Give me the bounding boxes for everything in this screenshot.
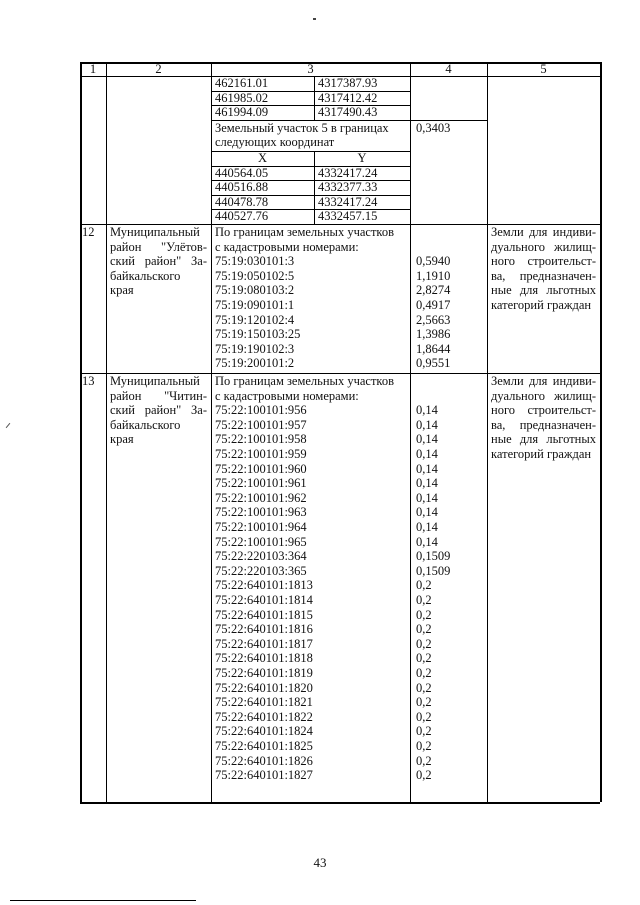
parcel-area: 0,1509 — [416, 549, 451, 564]
purpose-line: дуального жилищ- — [491, 239, 596, 254]
cadastral-number: 75:22:220103:364 — [215, 549, 307, 564]
parcel-area: 2,8274 — [416, 283, 451, 298]
cadastral-number: 75:19:050102:5 — [215, 268, 295, 283]
parcel-area: 0,14 — [416, 534, 438, 549]
column-header-4: 4 — [445, 62, 452, 76]
parcel-area: 0,2 — [416, 724, 432, 739]
column-header-1: 1 — [89, 62, 97, 76]
parcel-intro: По границам земельных участков — [215, 374, 395, 388]
cadastral-number: 75:19:120102:4 — [215, 312, 295, 327]
coord-x: 440478.78 — [215, 194, 269, 209]
cadastral-number: 75:19:080103:2 — [215, 283, 295, 298]
parcel-area: 0,2 — [416, 607, 432, 622]
coord-y: 4332417.24 — [318, 165, 378, 180]
parcel-area: 0,14 — [416, 461, 438, 476]
cadastral-number: 75:22:640101:1819 — [215, 666, 313, 680]
district-name-line: байкальского — [110, 417, 181, 432]
cadastral-number: 75:22:100101:964 — [215, 520, 307, 534]
footer-rule — [10, 900, 196, 901]
plot-area: 0,3403 — [416, 120, 451, 135]
parcel-intro: По границам земельных участков — [215, 225, 395, 239]
entry-number: 13 — [82, 374, 95, 388]
cadastral-number: 75:19:200101:2 — [215, 356, 295, 371]
cadastral-number: 75:22:100101:957 — [215, 417, 307, 432]
coord-y: 4317387.93 — [318, 76, 378, 90]
coord-x: 440516.88 — [215, 180, 269, 195]
parcel-area: 0,2 — [416, 651, 432, 666]
purpose-line: ва, предназначен- — [491, 417, 596, 432]
coord-x: 461985.02 — [215, 90, 269, 105]
parcel-area: 0,2 — [416, 739, 432, 753]
parcel-area: 1,8644 — [416, 341, 451, 356]
cadastral-number: 75:22:100101:956 — [215, 403, 307, 418]
table-rule — [600, 62, 602, 802]
cadastral-number: 75:22:640101:1817 — [215, 636, 313, 651]
parcel-area: 0,14 — [416, 520, 438, 534]
plot-caption: Земельный участок 5 в границах — [215, 120, 389, 135]
cadastral-number: 75:22:100101:959 — [215, 447, 307, 461]
coord-y: 4317412.42 — [318, 90, 378, 105]
coord-x: 462161.01 — [215, 76, 269, 90]
entry-number: 12 — [82, 225, 95, 239]
cadastral-number: 75:22:100101:960 — [215, 461, 307, 476]
table-rule — [314, 151, 315, 224]
parcel-area: 0,4917 — [416, 298, 451, 312]
parcel-area: 0,5940 — [416, 254, 451, 269]
coord-header-x: X — [257, 151, 268, 165]
parcel-area: 0,2 — [416, 753, 432, 768]
purpose-line: дуального жилищ- — [491, 388, 596, 403]
parcel-area: 0,2 — [416, 593, 432, 607]
parcel-area: 0,2 — [416, 709, 432, 724]
parcel-intro: с кадастровыми номерами: — [215, 388, 359, 403]
cadastral-number: 75:22:640101:1818 — [215, 651, 313, 666]
purpose-line: ного строительст- — [491, 403, 596, 418]
cadastral-number: 75:22:100101:958 — [215, 432, 307, 447]
district-name-line: район "Улётов- — [110, 239, 207, 254]
cadastral-number: 75:19:150103:25 — [215, 327, 301, 342]
table-rule — [106, 62, 107, 802]
purpose-line: категорий граждан — [491, 447, 592, 461]
district-name-line: ский район" За- — [110, 254, 207, 269]
parcel-area: 0,2 — [416, 666, 432, 680]
parcel-intro: с кадастровыми номерами: — [215, 239, 359, 254]
scan-artifact-mark — [6, 423, 11, 428]
coord-y: 4332457.15 — [318, 209, 378, 224]
purpose-line: Земли для индиви- — [491, 374, 596, 388]
table-rule — [80, 802, 600, 804]
parcel-area: 0,14 — [416, 447, 438, 461]
cadastral-number: 75:22:640101:1816 — [215, 622, 313, 637]
cadastral-number: 75:19:030101:3 — [215, 254, 295, 269]
column-header-3: 3 — [307, 62, 314, 76]
cadastral-number: 75:22:640101:1815 — [215, 607, 313, 622]
cadastral-number: 75:22:640101:1820 — [215, 680, 313, 695]
cadastral-number: 75:19:090101:1 — [215, 298, 295, 312]
parcel-area: 0,14 — [416, 417, 438, 432]
parcel-area: 0,2 — [416, 695, 432, 710]
district-name-line: края — [110, 283, 134, 298]
cadastral-number: 75:22:100101:963 — [215, 505, 307, 520]
cadastral-number: 75:22:640101:1826 — [215, 753, 313, 768]
cadastral-number: 75:22:640101:1814 — [215, 593, 313, 607]
cadastral-number: 75:22:100101:965 — [215, 534, 307, 549]
coord-x: 440527.76 — [215, 209, 269, 224]
cadastral-number: 75:22:220103:365 — [215, 563, 307, 578]
column-header-5: 5 — [540, 62, 547, 76]
purpose-line: ные для льготных — [491, 283, 596, 298]
cadastral-number: 75:19:190102:3 — [215, 341, 295, 356]
parcel-area: 0,2 — [416, 680, 432, 695]
district-name-line: Муниципальный — [110, 225, 200, 239]
purpose-line: Земли для индиви- — [491, 225, 596, 239]
district-name-line: края — [110, 432, 134, 447]
plot-caption: следующих координат — [215, 135, 335, 150]
parcel-area: 0,1509 — [416, 563, 451, 578]
parcel-area: 0,14 — [416, 403, 438, 418]
cadastral-number: 75:22:100101:961 — [215, 476, 307, 491]
parcel-area: 0,2 — [416, 578, 432, 593]
cadastral-number: 75:22:640101:1813 — [215, 578, 313, 593]
table-rule — [80, 62, 82, 802]
cadastral-number: 75:22:640101:1825 — [215, 739, 313, 753]
table-rule — [314, 76, 315, 120]
coord-y: 4332417.24 — [318, 194, 378, 209]
table-rule — [487, 62, 488, 802]
coord-y: 4317490.43 — [318, 105, 378, 120]
parcel-area: 0,14 — [416, 432, 438, 447]
parcel-area: 1,1910 — [416, 268, 451, 283]
coord-x: 440564.05 — [215, 165, 269, 180]
cadastral-number: 75:22:640101:1821 — [215, 695, 313, 710]
coord-y: 4332377.33 — [318, 180, 378, 195]
coord-header-y: Y — [357, 151, 367, 165]
parcel-area: 0,14 — [416, 490, 438, 505]
parcel-area: 2,5663 — [416, 312, 451, 327]
parcel-area: 0,9551 — [416, 356, 451, 371]
district-name-line: район "Читин- — [110, 388, 207, 403]
purpose-line: ва, предназначен- — [491, 268, 596, 283]
cadastral-number: 75:22:640101:1824 — [215, 724, 313, 739]
parcel-area: 0,2 — [416, 768, 432, 783]
purpose-line: ные для льготных — [491, 432, 596, 447]
parcel-area: 0,2 — [416, 622, 432, 637]
cadastral-number: 75:22:640101:1827 — [215, 768, 313, 783]
table-rule — [211, 62, 212, 802]
purpose-line: категорий граждан — [491, 298, 592, 312]
parcel-area: 0,14 — [416, 505, 438, 520]
page-number: 43 — [313, 855, 327, 870]
cadastral-number: 75:22:100101:962 — [215, 490, 307, 505]
column-header-2: 2 — [155, 62, 162, 76]
parcel-area: 0,2 — [416, 636, 432, 651]
district-name-line: ский район" За- — [110, 403, 207, 418]
district-name-line: байкальского — [110, 268, 181, 283]
scan-artifact-mark — [313, 18, 316, 20]
coord-x: 461994.09 — [215, 105, 269, 120]
purpose-line: ного строительст- — [491, 254, 596, 269]
parcel-area: 0,14 — [416, 476, 438, 491]
table-rule — [410, 62, 411, 802]
parcel-area: 1,3986 — [416, 327, 451, 342]
cadastral-number: 75:22:640101:1822 — [215, 709, 313, 724]
district-name-line: Муниципальный — [110, 374, 200, 388]
